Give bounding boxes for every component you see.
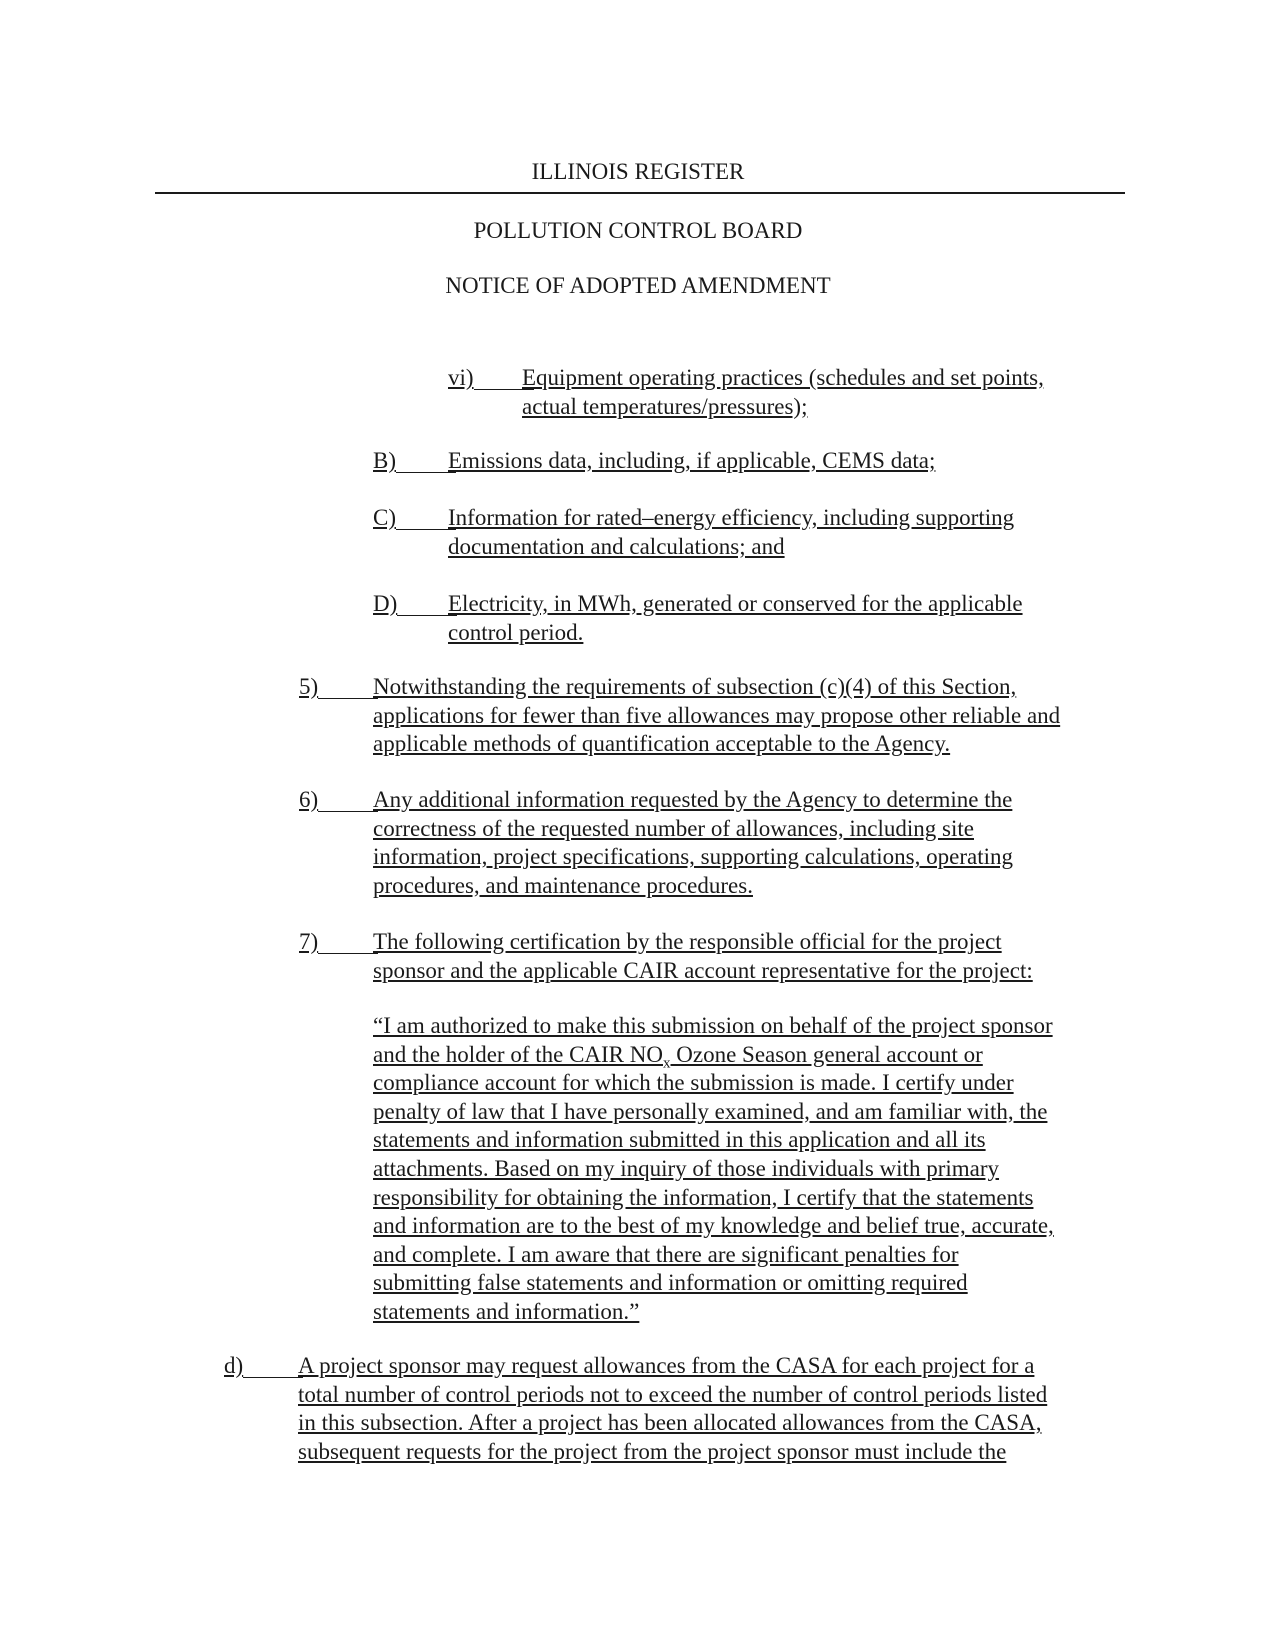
item-text xyxy=(373,928,1033,985)
item-label: 6) xyxy=(299,786,318,815)
text-line: submitting false statements and information or omitting required xyxy=(373,1270,968,1296)
text-line: information, project specifications, supporting calculations, operating xyxy=(373,844,1013,870)
text-line: responsibility for obtaining the information, I certify that the statements xyxy=(373,1184,1034,1210)
subscript: x xyxy=(663,1055,671,1072)
item-text xyxy=(448,504,1014,561)
board-title: POLLUTION CONTROL BOARD xyxy=(473,218,803,243)
item-text xyxy=(373,786,1013,900)
text-line: A project sponsor may request allowances from the CASA for each project for a xyxy=(298,1353,1035,1378)
item-label: vi) xyxy=(448,364,474,393)
text-line: in this subsection. After a project has been allocated allowances from the CASA, xyxy=(298,1410,1042,1436)
register-title: ILLINOIS REGISTER xyxy=(531,159,745,184)
text-line: The following certification by the responsible official for the project xyxy=(373,929,1002,954)
text-line: and the holder of the CAIR $NO_x$ Ozone Season general account or xyxy=(373,1041,983,1072)
header-rule xyxy=(155,192,1125,194)
text-line: subsequent requests for the project from the project sponsor must include the xyxy=(298,1438,1007,1464)
text-line: sponsor and the applicable CAIR account representative for the project: xyxy=(373,957,1033,983)
item-text xyxy=(298,1352,1047,1466)
text-line: statements and information submitted in this application and all its xyxy=(373,1127,986,1153)
item-text xyxy=(373,673,1060,759)
text-line: Electricity, in MWh, generated or conserved for the applicable xyxy=(448,591,1023,616)
text-line: Notwithstanding the requirements of subsection (c)(4) of this Section, xyxy=(373,674,1017,699)
text-line: total number of control periods not to exceed the number of control periods listed xyxy=(298,1381,1048,1407)
text-line: Information for rated–energy efficiency, including supporting xyxy=(448,505,1015,530)
quote-text xyxy=(373,1012,1054,1327)
text-line: Any additional information requested by the Agency to determine the xyxy=(373,787,1013,812)
text-line: and information are to the best of my knowledge and belief true, accurate, xyxy=(373,1213,1054,1239)
item-label: 5) xyxy=(299,673,318,702)
notice-title: NOTICE OF ADOPTED AMENDMENT xyxy=(445,273,831,298)
text-line: compliance account for which the submission is made. I certify under xyxy=(373,1070,1014,1096)
item-text xyxy=(522,364,1044,421)
item-label: B) xyxy=(373,447,396,476)
text-line: procedures, and maintenance procedures. xyxy=(373,872,753,898)
text-line: applications for fewer than five allowances may propose other reliable and xyxy=(373,702,1061,728)
item-text xyxy=(448,447,935,476)
text-line: “I am authorized to make this submission on behalf of the project sponsor xyxy=(373,1013,1053,1038)
text-line: actual temperatures/pressures); xyxy=(522,393,808,419)
item-label: D) xyxy=(373,590,397,619)
text-line: statements and information.” xyxy=(373,1298,640,1324)
text-line: applicable methods of quantification acceptable to the Agency. xyxy=(373,731,951,757)
text-line: attachments. Based on my inquiry of those individuals with primary xyxy=(373,1155,1000,1181)
item-label: 7) xyxy=(299,928,318,957)
text-line: control period. xyxy=(448,619,584,645)
item-label: C) xyxy=(373,504,396,533)
text-line: Emissions data, including, if applicable, CEMS data; xyxy=(448,448,936,473)
text-line: Equipment operating practices (schedules and set points, xyxy=(522,365,1044,390)
text-line: and complete. I am aware that there are significant penalties for xyxy=(373,1241,959,1267)
item-text xyxy=(448,590,1023,647)
text-line: correctness of the requested number of allowances, including site xyxy=(373,815,974,841)
text-line: documentation and calculations; and xyxy=(448,533,785,559)
text-line: penalty of law that I have personally examined, and am familiar with, the xyxy=(373,1098,1048,1124)
item-label: d) xyxy=(224,1352,243,1381)
